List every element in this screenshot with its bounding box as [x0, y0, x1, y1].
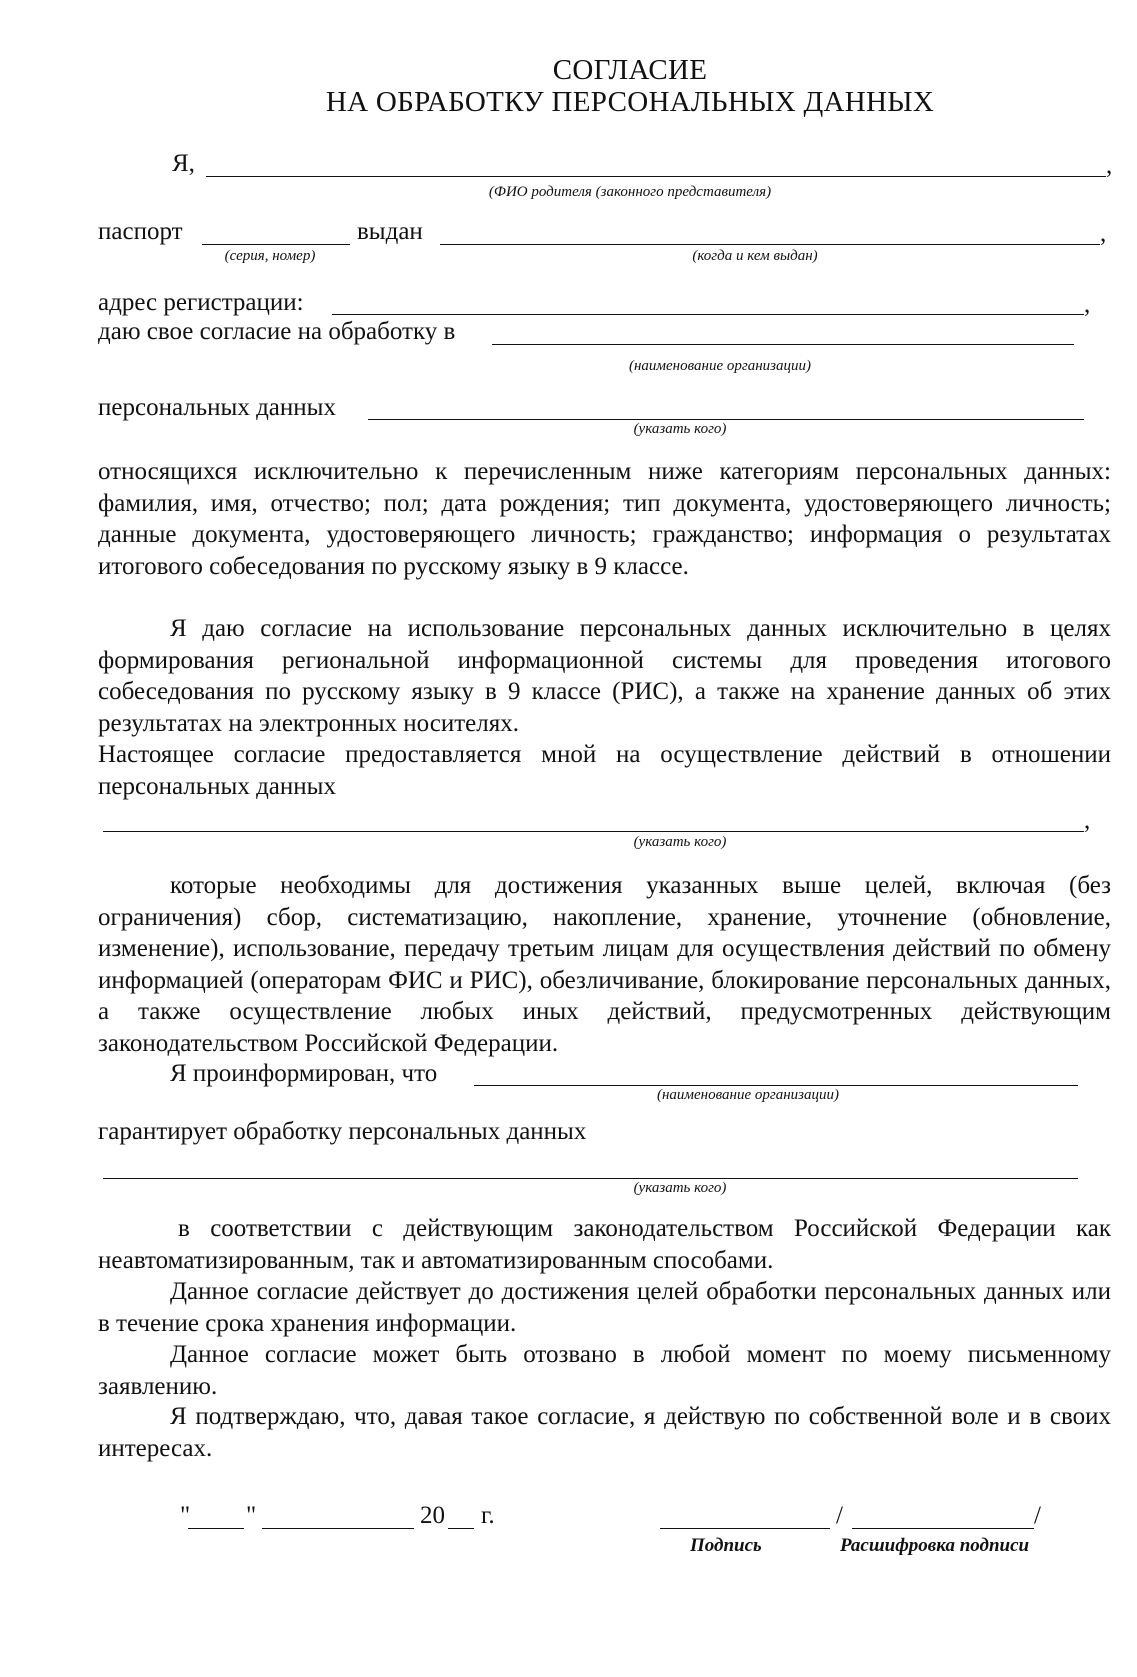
actions-subject-field[interactable]	[103, 831, 1084, 832]
paragraph-confirmation-text: Я подтверждаю, что, давая такое согласие, я действую по собственной воле и в своих интересах.	[98, 1403, 1111, 1462]
issued-hint: (когда и кем выдан)	[692, 248, 818, 264]
date-year-field[interactable]	[448, 1528, 474, 1529]
pd-subject-hint: (указать кого)	[633, 421, 727, 437]
signature-slash-1: /	[836, 1502, 843, 1529]
fio-hint: (ФИО родителя (законного представителя)	[488, 184, 772, 200]
organization-field[interactable]	[492, 344, 1074, 345]
document-title-line2: НА ОБРАБОТКУ ПЕРСОНАЛЬНЫХ ДАННЫХ	[325, 86, 935, 118]
fio-field[interactable]	[206, 176, 1106, 177]
signature-decode-hint: Расшифровка подписи	[840, 1535, 1030, 1556]
date-quote-open: "	[180, 1502, 191, 1529]
paragraph-validity	[98, 1276, 1111, 1339]
informed-organization-field[interactable]	[474, 1085, 1078, 1086]
address-comma: ,	[1084, 291, 1091, 318]
paragraph-actions: Настоящее согласие предоставляется мной на осуществление действий в отношении персональных данных	[98, 741, 1111, 800]
paragraph-usage	[98, 613, 1111, 739]
signature-hint: Подпись	[690, 1535, 762, 1556]
consent-label: даю свое согласие на обработку в	[98, 318, 456, 345]
fio-comma: ,	[1106, 152, 1113, 179]
paragraph-processing	[98, 870, 1111, 1059]
paragraph-confirmation	[98, 1401, 1111, 1464]
document-title-line1: СОГЛАСИЕ	[552, 54, 708, 86]
pd-subject-field[interactable]	[368, 419, 1084, 420]
paragraph-revocation	[98, 1339, 1111, 1402]
paragraph-categories: относящихся исключительно к перечисленным ниже категориям персональных данных: фамилия, имя, отчество; пол; дата рождения; тип документа, удостоверяющего личность; данные документа, удостоверяющего личность; гражданство; информация о результатах итогового собеседования по русскому языку в 9 классе.	[98, 458, 1111, 580]
passport-label: паспорт	[98, 218, 183, 245]
signature-decode-field[interactable]	[852, 1528, 1034, 1529]
paragraph-methods	[98, 1213, 1111, 1276]
informed-label: Я проинформирован, что	[170, 1060, 438, 1087]
guarantee-subject-field[interactable]	[103, 1178, 1078, 1179]
issued-field[interactable]	[440, 244, 1100, 245]
address-label: адрес регистрации:	[98, 289, 304, 316]
organization-hint: (наименование организации)	[628, 358, 811, 374]
date-quote-close: "	[246, 1502, 257, 1529]
paragraph-usage-text: Я даю согласие на использование персональных данных исключительно в целях формирования региональной информационной системы для проведения итогового собеседования по русскому языку в 9 классе (РИС), а также на хранение данных об этих результатах на электронных носителях.	[98, 615, 1111, 737]
ya-label: Я,	[172, 150, 195, 177]
paragraph-validity-text: Данное согласие действует до достижения целей обработки персональных данных или в течение срока хранения информации.	[98, 1278, 1111, 1337]
paragraph-methods-text: в соответствии с действующим законодательством Российской Федерации как неавтоматизированным, так и автоматизированным способами.	[98, 1215, 1111, 1274]
signature-slash-2: /	[1034, 1502, 1041, 1529]
date-month-field[interactable]	[262, 1528, 414, 1529]
actions-comma: ,	[1084, 807, 1091, 834]
guarantee-label: гарантирует обработку персональных данных	[98, 1118, 587, 1145]
guarantee-subject-hint: (указать кого)	[633, 1180, 727, 1196]
passport-number-field[interactable]	[202, 244, 350, 245]
date-day-field[interactable]	[188, 1528, 244, 1529]
pd-label: персональных данных	[98, 394, 336, 421]
date-year-prefix: 20	[420, 1502, 445, 1529]
paragraph-processing-text: которые необходимы для достижения указанных выше целей, включая (без ограничения) сбор, систематизацию, накопление, хранение, уточнение (обновление, изменение), использование, передачу третьим лицам для осуществления действий по обмену информацией (операторам ФИС и РИС), обезличивание, блокирование персональных данных, а также осуществление любых иных действий, предусмотренных действующим законодательством Российской Федерации.	[98, 872, 1111, 1057]
paragraph-revocation-text: Данное согласие может быть отозвано в любой момент по моему письменному заявлению.	[98, 1341, 1111, 1400]
date-year-suffix: г.	[481, 1502, 495, 1529]
actions-subject-hint: (указать кого)	[633, 834, 727, 850]
passport-hint: (серия, номер)	[224, 248, 316, 264]
informed-organization-hint: (наименование организации)	[656, 1087, 839, 1103]
address-field[interactable]	[332, 314, 1084, 315]
signature-field[interactable]	[660, 1528, 830, 1529]
issued-comma: ,	[1100, 220, 1107, 247]
issued-label: выдан	[357, 218, 423, 245]
